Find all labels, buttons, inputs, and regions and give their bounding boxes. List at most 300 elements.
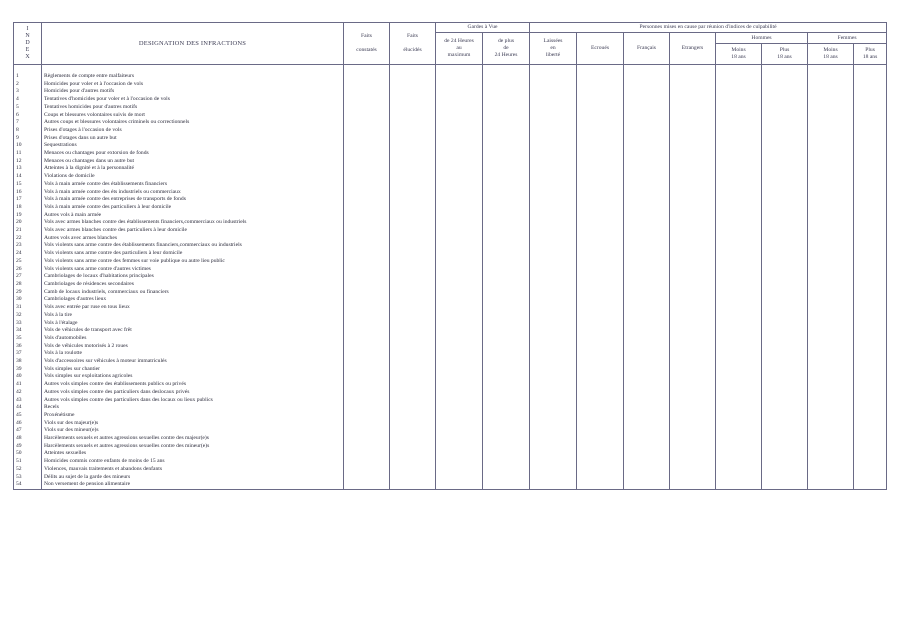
value-cell[interactable] bbox=[390, 81, 436, 89]
value-cell[interactable] bbox=[854, 219, 887, 227]
value-cell[interactable] bbox=[716, 112, 762, 120]
value-cell[interactable] bbox=[390, 281, 436, 289]
value-cell[interactable] bbox=[483, 366, 530, 374]
value-cell[interactable] bbox=[762, 420, 808, 428]
value-cell[interactable] bbox=[436, 343, 483, 351]
value-cell[interactable] bbox=[577, 112, 624, 120]
value-cell[interactable] bbox=[344, 435, 390, 443]
value-cell[interactable] bbox=[670, 266, 716, 274]
value-cell[interactable] bbox=[344, 150, 390, 158]
value-cell[interactable] bbox=[854, 104, 887, 112]
value-cell[interactable] bbox=[716, 389, 762, 397]
value-cell[interactable] bbox=[344, 165, 390, 173]
value-cell[interactable] bbox=[762, 189, 808, 197]
value-cell[interactable] bbox=[808, 320, 854, 328]
value-cell[interactable] bbox=[624, 289, 670, 297]
value-cell[interactable] bbox=[670, 304, 716, 312]
value-cell[interactable] bbox=[390, 427, 436, 435]
value-cell[interactable] bbox=[390, 135, 436, 143]
value-cell[interactable] bbox=[390, 235, 436, 243]
value-cell[interactable] bbox=[530, 142, 577, 150]
value-cell[interactable] bbox=[716, 250, 762, 258]
value-cell[interactable] bbox=[344, 181, 390, 189]
value-cell[interactable] bbox=[716, 435, 762, 443]
value-cell[interactable] bbox=[483, 250, 530, 258]
value-cell[interactable] bbox=[670, 443, 716, 451]
value-cell[interactable] bbox=[716, 212, 762, 220]
value-cell[interactable] bbox=[670, 343, 716, 351]
value-cell[interactable] bbox=[762, 320, 808, 328]
value-cell[interactable] bbox=[854, 412, 887, 420]
value-cell[interactable] bbox=[483, 320, 530, 328]
value-cell[interactable] bbox=[483, 466, 530, 474]
value-cell[interactable] bbox=[577, 258, 624, 266]
value-cell[interactable] bbox=[854, 227, 887, 235]
value-cell[interactable] bbox=[854, 381, 887, 389]
value-cell[interactable] bbox=[390, 312, 436, 320]
value-cell[interactable] bbox=[483, 158, 530, 166]
value-cell[interactable] bbox=[670, 373, 716, 381]
value-cell[interactable] bbox=[483, 142, 530, 150]
value-cell[interactable] bbox=[670, 474, 716, 482]
value-cell[interactable] bbox=[483, 73, 530, 81]
value-cell[interactable] bbox=[483, 212, 530, 220]
value-cell[interactable] bbox=[530, 204, 577, 212]
value-cell[interactable] bbox=[716, 81, 762, 89]
value-cell[interactable] bbox=[530, 150, 577, 158]
value-cell[interactable] bbox=[624, 266, 670, 274]
value-cell[interactable] bbox=[624, 96, 670, 104]
value-cell[interactable] bbox=[577, 312, 624, 320]
value-cell[interactable] bbox=[624, 443, 670, 451]
value-cell[interactable] bbox=[670, 81, 716, 89]
value-cell[interactable] bbox=[390, 373, 436, 381]
value-cell[interactable] bbox=[624, 150, 670, 158]
value-cell[interactable] bbox=[577, 242, 624, 250]
value-cell[interactable] bbox=[762, 219, 808, 227]
value-cell[interactable] bbox=[344, 289, 390, 297]
value-cell[interactable] bbox=[854, 474, 887, 482]
value-cell[interactable] bbox=[344, 304, 390, 312]
value-cell[interactable] bbox=[390, 227, 436, 235]
value-cell[interactable] bbox=[483, 474, 530, 482]
value-cell[interactable] bbox=[762, 458, 808, 466]
value-cell[interactable] bbox=[344, 327, 390, 335]
value-cell[interactable] bbox=[808, 358, 854, 366]
value-cell[interactable] bbox=[530, 366, 577, 374]
value-cell[interactable] bbox=[624, 189, 670, 197]
value-cell[interactable] bbox=[530, 320, 577, 328]
value-cell[interactable] bbox=[344, 296, 390, 304]
value-cell[interactable] bbox=[530, 358, 577, 366]
value-cell[interactable] bbox=[344, 258, 390, 266]
value-cell[interactable] bbox=[808, 104, 854, 112]
value-cell[interactable] bbox=[530, 327, 577, 335]
value-cell[interactable] bbox=[577, 420, 624, 428]
value-cell[interactable] bbox=[808, 212, 854, 220]
value-cell[interactable] bbox=[762, 381, 808, 389]
value-cell[interactable] bbox=[670, 312, 716, 320]
value-cell[interactable] bbox=[483, 204, 530, 212]
value-cell[interactable] bbox=[577, 466, 624, 474]
value-cell[interactable] bbox=[436, 258, 483, 266]
value-cell[interactable] bbox=[530, 373, 577, 381]
value-cell[interactable] bbox=[577, 158, 624, 166]
value-cell[interactable] bbox=[344, 458, 390, 466]
value-cell[interactable] bbox=[483, 435, 530, 443]
value-cell[interactable] bbox=[530, 189, 577, 197]
value-cell[interactable] bbox=[344, 481, 390, 489]
value-cell[interactable] bbox=[854, 373, 887, 381]
value-cell[interactable] bbox=[436, 158, 483, 166]
value-cell[interactable] bbox=[716, 481, 762, 489]
value-cell[interactable] bbox=[390, 127, 436, 135]
value-cell[interactable] bbox=[808, 119, 854, 127]
value-cell[interactable] bbox=[390, 320, 436, 328]
value-cell[interactable] bbox=[624, 227, 670, 235]
value-cell[interactable] bbox=[762, 104, 808, 112]
value-cell[interactable] bbox=[530, 381, 577, 389]
value-cell[interactable] bbox=[854, 142, 887, 150]
value-cell[interactable] bbox=[808, 289, 854, 297]
value-cell[interactable] bbox=[577, 373, 624, 381]
value-cell[interactable] bbox=[808, 273, 854, 281]
value-cell[interactable] bbox=[530, 404, 577, 412]
value-cell[interactable] bbox=[716, 373, 762, 381]
value-cell[interactable] bbox=[624, 196, 670, 204]
value-cell[interactable] bbox=[436, 481, 483, 489]
value-cell[interactable] bbox=[530, 273, 577, 281]
value-cell[interactable] bbox=[854, 173, 887, 181]
value-cell[interactable] bbox=[483, 135, 530, 143]
value-cell[interactable] bbox=[762, 312, 808, 320]
value-cell[interactable] bbox=[854, 181, 887, 189]
value-cell[interactable] bbox=[390, 112, 436, 120]
value-cell[interactable] bbox=[762, 158, 808, 166]
value-cell[interactable] bbox=[530, 196, 577, 204]
value-cell[interactable] bbox=[716, 158, 762, 166]
value-cell[interactable] bbox=[390, 266, 436, 274]
value-cell[interactable] bbox=[624, 458, 670, 466]
value-cell[interactable] bbox=[530, 420, 577, 428]
value-cell[interactable] bbox=[577, 150, 624, 158]
value-cell[interactable] bbox=[577, 266, 624, 274]
value-cell[interactable] bbox=[716, 350, 762, 358]
value-cell[interactable] bbox=[670, 173, 716, 181]
value-cell[interactable] bbox=[670, 158, 716, 166]
value-cell[interactable] bbox=[344, 196, 390, 204]
value-cell[interactable] bbox=[577, 366, 624, 374]
value-cell[interactable] bbox=[670, 358, 716, 366]
value-cell[interactable] bbox=[716, 73, 762, 81]
value-cell[interactable] bbox=[577, 389, 624, 397]
value-cell[interactable] bbox=[716, 189, 762, 197]
value-cell[interactable] bbox=[577, 250, 624, 258]
value-cell[interactable] bbox=[624, 350, 670, 358]
value-cell[interactable] bbox=[762, 258, 808, 266]
value-cell[interactable] bbox=[577, 289, 624, 297]
value-cell[interactable] bbox=[716, 381, 762, 389]
value-cell[interactable] bbox=[716, 219, 762, 227]
value-cell[interactable] bbox=[530, 227, 577, 235]
value-cell[interactable] bbox=[624, 135, 670, 143]
value-cell[interactable] bbox=[344, 358, 390, 366]
value-cell[interactable] bbox=[670, 458, 716, 466]
value-cell[interactable] bbox=[716, 358, 762, 366]
value-cell[interactable] bbox=[577, 235, 624, 243]
value-cell[interactable] bbox=[483, 381, 530, 389]
value-cell[interactable] bbox=[854, 443, 887, 451]
value-cell[interactable] bbox=[530, 242, 577, 250]
value-cell[interactable] bbox=[670, 242, 716, 250]
value-cell[interactable] bbox=[808, 158, 854, 166]
value-cell[interactable] bbox=[344, 281, 390, 289]
value-cell[interactable] bbox=[624, 373, 670, 381]
value-cell[interactable] bbox=[344, 373, 390, 381]
value-cell[interactable] bbox=[436, 397, 483, 405]
value-cell[interactable] bbox=[483, 88, 530, 96]
value-cell[interactable] bbox=[854, 88, 887, 96]
value-cell[interactable] bbox=[390, 212, 436, 220]
value-cell[interactable] bbox=[624, 165, 670, 173]
value-cell[interactable] bbox=[854, 304, 887, 312]
value-cell[interactable] bbox=[854, 266, 887, 274]
value-cell[interactable] bbox=[436, 281, 483, 289]
value-cell[interactable] bbox=[577, 343, 624, 351]
value-cell[interactable] bbox=[530, 458, 577, 466]
value-cell[interactable] bbox=[530, 289, 577, 297]
value-cell[interactable] bbox=[854, 135, 887, 143]
value-cell[interactable] bbox=[716, 127, 762, 135]
value-cell[interactable] bbox=[854, 281, 887, 289]
value-cell[interactable] bbox=[762, 366, 808, 374]
value-cell[interactable] bbox=[854, 335, 887, 343]
value-cell[interactable] bbox=[344, 227, 390, 235]
value-cell[interactable] bbox=[530, 296, 577, 304]
value-cell[interactable] bbox=[716, 204, 762, 212]
value-cell[interactable] bbox=[716, 343, 762, 351]
value-cell[interactable] bbox=[808, 204, 854, 212]
value-cell[interactable] bbox=[854, 343, 887, 351]
value-cell[interactable] bbox=[483, 358, 530, 366]
value-cell[interactable] bbox=[577, 327, 624, 335]
value-cell[interactable] bbox=[670, 127, 716, 135]
value-cell[interactable] bbox=[716, 466, 762, 474]
value-cell[interactable] bbox=[716, 235, 762, 243]
value-cell[interactable] bbox=[530, 281, 577, 289]
value-cell[interactable] bbox=[670, 135, 716, 143]
value-cell[interactable] bbox=[624, 412, 670, 420]
value-cell[interactable] bbox=[670, 450, 716, 458]
value-cell[interactable] bbox=[624, 312, 670, 320]
value-cell[interactable] bbox=[344, 266, 390, 274]
value-cell[interactable] bbox=[716, 304, 762, 312]
value-cell[interactable] bbox=[436, 427, 483, 435]
value-cell[interactable] bbox=[854, 150, 887, 158]
value-cell[interactable] bbox=[670, 435, 716, 443]
value-cell[interactable] bbox=[390, 219, 436, 227]
value-cell[interactable] bbox=[436, 173, 483, 181]
value-cell[interactable] bbox=[483, 227, 530, 235]
value-cell[interactable] bbox=[670, 366, 716, 374]
value-cell[interactable] bbox=[483, 119, 530, 127]
value-cell[interactable] bbox=[624, 296, 670, 304]
value-cell[interactable] bbox=[716, 181, 762, 189]
value-cell[interactable] bbox=[436, 474, 483, 482]
value-cell[interactable] bbox=[390, 204, 436, 212]
value-cell[interactable] bbox=[530, 427, 577, 435]
value-cell[interactable] bbox=[344, 219, 390, 227]
value-cell[interactable] bbox=[762, 227, 808, 235]
value-cell[interactable] bbox=[716, 104, 762, 112]
value-cell[interactable] bbox=[670, 350, 716, 358]
value-cell[interactable] bbox=[577, 335, 624, 343]
value-cell[interactable] bbox=[436, 458, 483, 466]
value-cell[interactable] bbox=[854, 366, 887, 374]
value-cell[interactable] bbox=[577, 443, 624, 451]
value-cell[interactable] bbox=[390, 96, 436, 104]
value-cell[interactable] bbox=[483, 281, 530, 289]
value-cell[interactable] bbox=[344, 112, 390, 120]
value-cell[interactable] bbox=[530, 81, 577, 89]
value-cell[interactable] bbox=[854, 327, 887, 335]
value-cell[interactable] bbox=[624, 335, 670, 343]
value-cell[interactable] bbox=[577, 273, 624, 281]
value-cell[interactable] bbox=[390, 481, 436, 489]
value-cell[interactable] bbox=[716, 227, 762, 235]
value-cell[interactable] bbox=[390, 196, 436, 204]
value-cell[interactable] bbox=[808, 81, 854, 89]
value-cell[interactable] bbox=[716, 281, 762, 289]
value-cell[interactable] bbox=[436, 242, 483, 250]
value-cell[interactable] bbox=[762, 150, 808, 158]
value-cell[interactable] bbox=[577, 88, 624, 96]
value-cell[interactable] bbox=[624, 343, 670, 351]
value-cell[interactable] bbox=[762, 73, 808, 81]
value-cell[interactable] bbox=[762, 196, 808, 204]
value-cell[interactable] bbox=[436, 273, 483, 281]
value-cell[interactable] bbox=[624, 73, 670, 81]
value-cell[interactable] bbox=[854, 73, 887, 81]
value-cell[interactable] bbox=[344, 235, 390, 243]
value-cell[interactable] bbox=[854, 350, 887, 358]
value-cell[interactable] bbox=[530, 258, 577, 266]
value-cell[interactable] bbox=[854, 158, 887, 166]
value-cell[interactable] bbox=[577, 412, 624, 420]
value-cell[interactable] bbox=[344, 389, 390, 397]
value-cell[interactable] bbox=[483, 196, 530, 204]
value-cell[interactable] bbox=[808, 142, 854, 150]
value-cell[interactable] bbox=[762, 250, 808, 258]
value-cell[interactable] bbox=[762, 373, 808, 381]
value-cell[interactable] bbox=[577, 427, 624, 435]
value-cell[interactable] bbox=[344, 135, 390, 143]
value-cell[interactable] bbox=[390, 142, 436, 150]
value-cell[interactable] bbox=[390, 350, 436, 358]
value-cell[interactable] bbox=[808, 335, 854, 343]
value-cell[interactable] bbox=[716, 458, 762, 466]
value-cell[interactable] bbox=[716, 273, 762, 281]
value-cell[interactable] bbox=[854, 96, 887, 104]
value-cell[interactable] bbox=[390, 88, 436, 96]
value-cell[interactable] bbox=[716, 296, 762, 304]
value-cell[interactable] bbox=[577, 204, 624, 212]
value-cell[interactable] bbox=[436, 88, 483, 96]
value-cell[interactable] bbox=[854, 250, 887, 258]
value-cell[interactable] bbox=[808, 196, 854, 204]
value-cell[interactable] bbox=[530, 481, 577, 489]
value-cell[interactable] bbox=[808, 235, 854, 243]
value-cell[interactable] bbox=[436, 366, 483, 374]
value-cell[interactable] bbox=[483, 181, 530, 189]
value-cell[interactable] bbox=[808, 189, 854, 197]
value-cell[interactable] bbox=[762, 481, 808, 489]
value-cell[interactable] bbox=[344, 127, 390, 135]
value-cell[interactable] bbox=[483, 327, 530, 335]
value-cell[interactable] bbox=[390, 474, 436, 482]
value-cell[interactable] bbox=[483, 412, 530, 420]
value-cell[interactable] bbox=[390, 450, 436, 458]
value-cell[interactable] bbox=[762, 273, 808, 281]
value-cell[interactable] bbox=[808, 327, 854, 335]
value-cell[interactable] bbox=[577, 458, 624, 466]
value-cell[interactable] bbox=[483, 343, 530, 351]
value-cell[interactable] bbox=[577, 397, 624, 405]
value-cell[interactable] bbox=[436, 219, 483, 227]
value-cell[interactable] bbox=[483, 189, 530, 197]
value-cell[interactable] bbox=[808, 227, 854, 235]
value-cell[interactable] bbox=[762, 96, 808, 104]
value-cell[interactable] bbox=[390, 358, 436, 366]
value-cell[interactable] bbox=[436, 165, 483, 173]
value-cell[interactable] bbox=[483, 219, 530, 227]
value-cell[interactable] bbox=[530, 266, 577, 274]
value-cell[interactable] bbox=[670, 273, 716, 281]
value-cell[interactable] bbox=[854, 358, 887, 366]
value-cell[interactable] bbox=[808, 474, 854, 482]
value-cell[interactable] bbox=[436, 381, 483, 389]
value-cell[interactable] bbox=[344, 73, 390, 81]
value-cell[interactable] bbox=[670, 96, 716, 104]
value-cell[interactable] bbox=[808, 304, 854, 312]
value-cell[interactable] bbox=[808, 443, 854, 451]
value-cell[interactable] bbox=[670, 427, 716, 435]
value-cell[interactable] bbox=[808, 173, 854, 181]
value-cell[interactable] bbox=[344, 312, 390, 320]
value-cell[interactable] bbox=[390, 289, 436, 297]
value-cell[interactable] bbox=[624, 212, 670, 220]
value-cell[interactable] bbox=[716, 427, 762, 435]
value-cell[interactable] bbox=[808, 312, 854, 320]
value-cell[interactable] bbox=[854, 81, 887, 89]
value-cell[interactable] bbox=[670, 104, 716, 112]
value-cell[interactable] bbox=[762, 165, 808, 173]
value-cell[interactable] bbox=[577, 212, 624, 220]
value-cell[interactable] bbox=[436, 304, 483, 312]
value-cell[interactable] bbox=[670, 119, 716, 127]
value-cell[interactable] bbox=[854, 427, 887, 435]
value-cell[interactable] bbox=[624, 127, 670, 135]
value-cell[interactable] bbox=[436, 335, 483, 343]
value-cell[interactable] bbox=[624, 381, 670, 389]
value-cell[interactable] bbox=[762, 435, 808, 443]
value-cell[interactable] bbox=[762, 296, 808, 304]
value-cell[interactable] bbox=[483, 458, 530, 466]
value-cell[interactable] bbox=[483, 258, 530, 266]
value-cell[interactable] bbox=[808, 458, 854, 466]
value-cell[interactable] bbox=[670, 189, 716, 197]
value-cell[interactable] bbox=[624, 173, 670, 181]
